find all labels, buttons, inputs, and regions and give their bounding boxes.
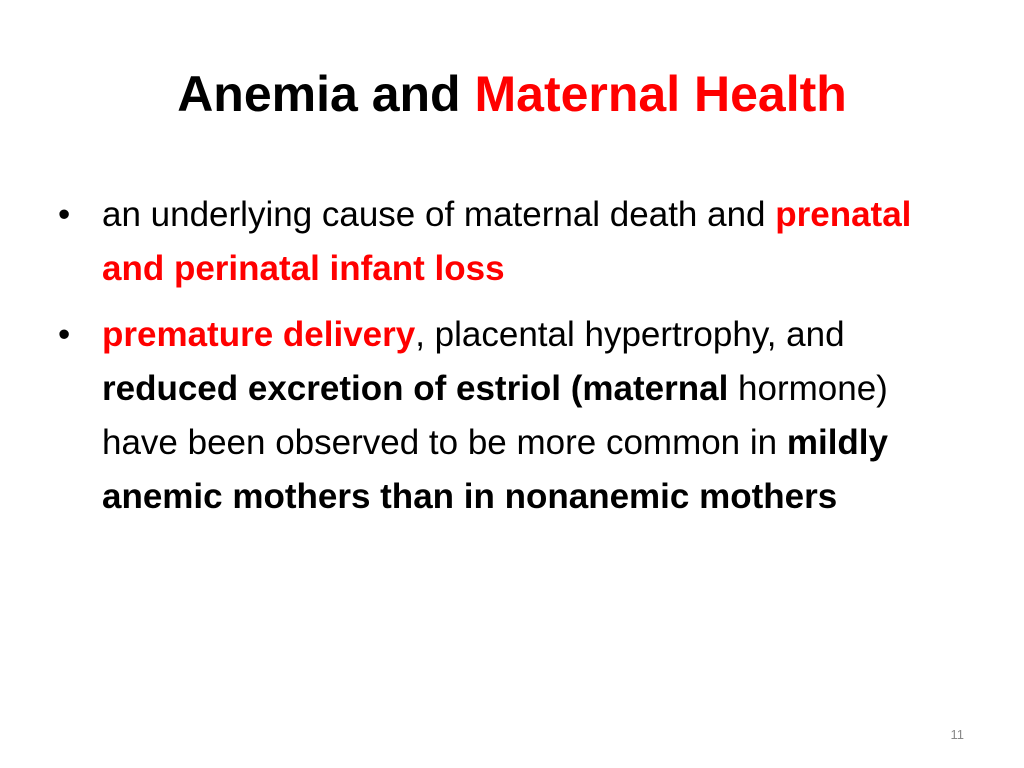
bullet-marker: •: [58, 315, 71, 354]
bullet-item: [58, 308, 958, 524]
bullet-bold-text: mildly anemic mothers than in nonanemic mothers: [102, 423, 888, 516]
title-accent-text: Maternal Health: [474, 66, 847, 122]
title-text: Anemia and: [177, 66, 475, 122]
bullet-text: , placental hypertrophy, and: [415, 315, 845, 354]
bullet-list: [58, 188, 958, 536]
bullet-item: [58, 188, 958, 296]
slide-title: [0, 64, 1024, 124]
bullet-highlight-text: premature delivery: [102, 315, 416, 354]
bullet-marker: •: [58, 195, 71, 234]
page-number: 11: [950, 727, 964, 742]
bullet-text: hormone) have been observed to be more common in: [102, 369, 888, 462]
bullet-highlight-text: prenatal and perinatal infant loss: [102, 195, 912, 288]
bullet-bold-text: reduced excretion of estriol (maternal: [102, 369, 729, 408]
bullet-text: an underlying cause of maternal death and: [102, 195, 776, 234]
